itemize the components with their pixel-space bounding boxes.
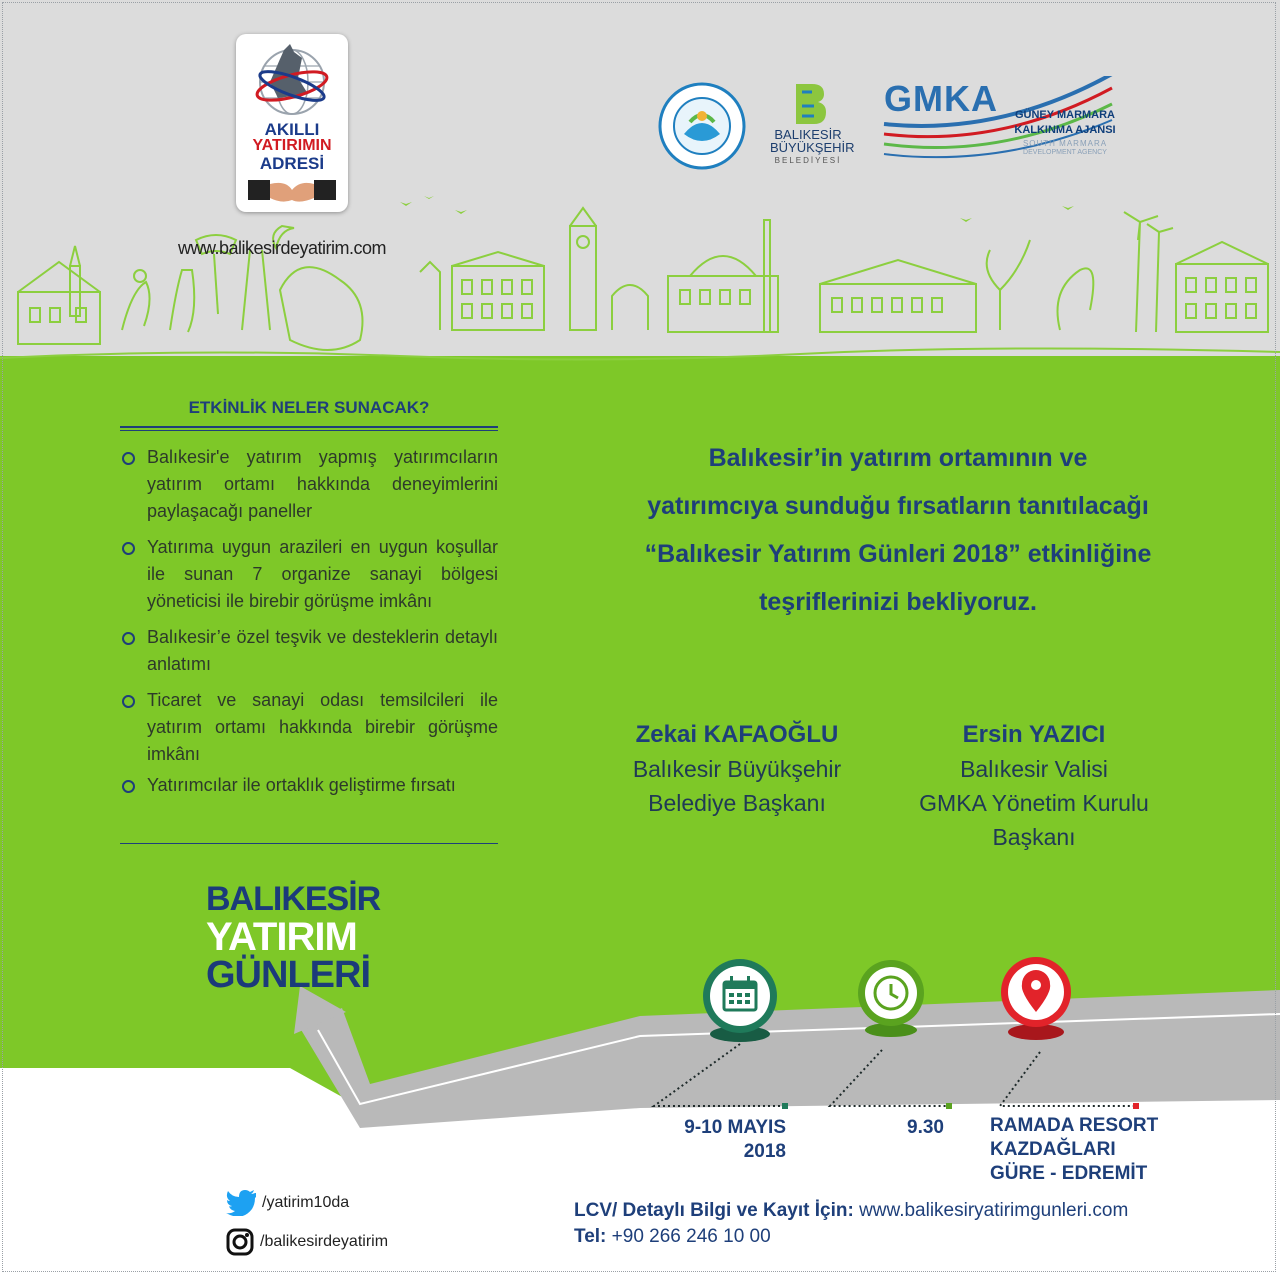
instagram-handle: /balikesirdeyatirim <box>260 1233 389 1251</box>
host-title-2: GMKA Yönetim Kurulu <box>919 790 1149 816</box>
logo-line-2: YATIRIMIN <box>252 137 332 154</box>
gmka-line-3: SOUTH MARMARA <box>1022 139 1108 148</box>
bullet-circle-icon <box>122 695 135 708</box>
invitation-message <box>580 434 1216 626</box>
event-logo <box>206 880 386 994</box>
belediye-line-3: BELEDİYESİ <box>774 156 842 165</box>
event-place-line-2: KAZDAĞLARI <box>990 1139 1116 1160</box>
event-place-line-3: GÜRE - EDREMİT <box>990 1163 1148 1184</box>
gmka-line-1: GÜNEY MARMARA <box>1014 109 1116 121</box>
logo-line-3: ADRESİ <box>259 154 325 173</box>
belediye-line-1: BALIKESİR <box>774 127 842 142</box>
belediye-b-logo-icon <box>788 80 828 126</box>
event-time: 9.30 <box>907 1117 944 1138</box>
contact-rsvp-line <box>574 1200 1128 1222</box>
event-place-line-1: RAMADA RESORT <box>990 1115 1159 1136</box>
list-item-text: Yatırımcılar ile ortaklık geliştirme fırsatı <box>147 775 456 795</box>
event-date <box>662 1116 786 1164</box>
host-title-2: Belediye Başkanı <box>648 790 826 816</box>
event-place <box>990 1114 1160 1186</box>
list-item-text: Balıkesir'e yatırım yapmış yatırımcıların yatırım ortamı hakkında deneyimlerini paylaşacağı paneller <box>147 447 498 521</box>
website-link-top[interactable]: www.balikesirdeyatirim.com <box>178 238 387 258</box>
phone-number[interactable]: +90 266 246 10 00 <box>611 1226 771 1247</box>
event-logo-line-3: GÜNLERİ <box>206 954 370 996</box>
list-item-text: Ticaret ve sanayi odası temsilcileri ile yatırım ortamı hakkında birebir görüşme imkânı <box>147 690 498 764</box>
list-item <box>120 687 498 768</box>
instagram-icon <box>226 1228 254 1256</box>
message-line-4: teşriflerinizi bekliyoruz. <box>759 588 1037 616</box>
host-name: Ersin YAZICI <box>962 721 1106 748</box>
twitter-handle-row[interactable] <box>226 1190 349 1216</box>
list-item <box>120 624 498 678</box>
list-bottom-rule <box>120 843 498 844</box>
clock-icon <box>856 960 926 1042</box>
globe-emblem-icon <box>254 42 330 122</box>
contact-phone-line <box>574 1226 771 1248</box>
belediye-line-2: BÜYÜKŞEHİR <box>770 140 855 155</box>
twitter-handle: /yatirim10da <box>262 1194 350 1212</box>
instagram-handle-row[interactable] <box>226 1228 388 1256</box>
list-item-text: Balıkesir’e özel teşvik ve desteklerin detaylı anlatımı <box>147 627 498 674</box>
bullet-circle-icon <box>122 452 135 465</box>
host-title-3: Başkanı <box>992 824 1076 850</box>
list-title: ETKİNLİK NELER SUNACAK? <box>188 398 430 417</box>
rsvp-label: LCV/ Detaylı Bilgi ve Kayıt İçin: <box>574 1200 854 1221</box>
host-mayor <box>600 718 874 820</box>
event-offerings-list <box>120 444 498 808</box>
bullet-circle-icon <box>122 632 135 645</box>
event-date-line-1: 9-10 MAYIS <box>684 1117 786 1138</box>
gmka-line-4: DEVELOPMENT AGENCY <box>1023 149 1107 156</box>
gmka-line-2: KALKINMA AJANSI <box>1014 124 1116 136</box>
location-pin-icon <box>998 956 1074 1044</box>
message-line-3: “Balıkesir Yatırım Günleri 2018” etkinliğine <box>644 540 1152 568</box>
info-connector-lines <box>640 1040 1160 1114</box>
host-name: Zekai KAFAOĞLU <box>635 721 839 748</box>
logo-line-1: AKILLI <box>264 120 320 139</box>
list-top-rule <box>120 426 498 431</box>
list-item <box>120 444 498 525</box>
event-logo-line-2: YATIRIM <box>206 915 357 959</box>
gmka-wordmark: GMKA <box>884 78 998 119</box>
valilik-seal-icon <box>658 82 746 170</box>
bullet-circle-icon <box>122 780 135 793</box>
calendar-icon <box>700 958 780 1046</box>
event-date-line-2: 2018 <box>743 1141 786 1162</box>
phone-label: Tel: <box>574 1226 607 1247</box>
list-item <box>120 772 498 799</box>
host-title-1: Balıkesir Valisi <box>960 756 1108 782</box>
host-governor <box>884 718 1184 854</box>
contact-website-link[interactable]: www.balikesiryatirimgunleri.com <box>859 1200 1129 1221</box>
host-title-1: Balıkesir Büyükşehir <box>632 756 842 782</box>
list-item <box>120 534 498 615</box>
message-line-1: Balıkesir’in yatırım ortamının ve <box>708 444 1088 472</box>
message-line-2: yatırımcıya sunduğu fırsatların tanıtılacağı <box>647 492 1149 520</box>
akilli-yatirim-logo <box>236 34 348 212</box>
handshake-icon <box>248 176 336 206</box>
bullet-circle-icon <box>122 542 135 555</box>
list-item-text: Yatırıma uygun arazileri en uygun koşullar ile sunan 7 organize sanayi bölgesi yöneticisi ile birebir görüşme imkânı <box>147 537 498 611</box>
twitter-icon <box>226 1190 256 1216</box>
event-logo-line-1: BALIKESİR <box>206 880 381 918</box>
city-skyline-illustration <box>0 180 1280 370</box>
belediye-text <box>770 127 855 167</box>
